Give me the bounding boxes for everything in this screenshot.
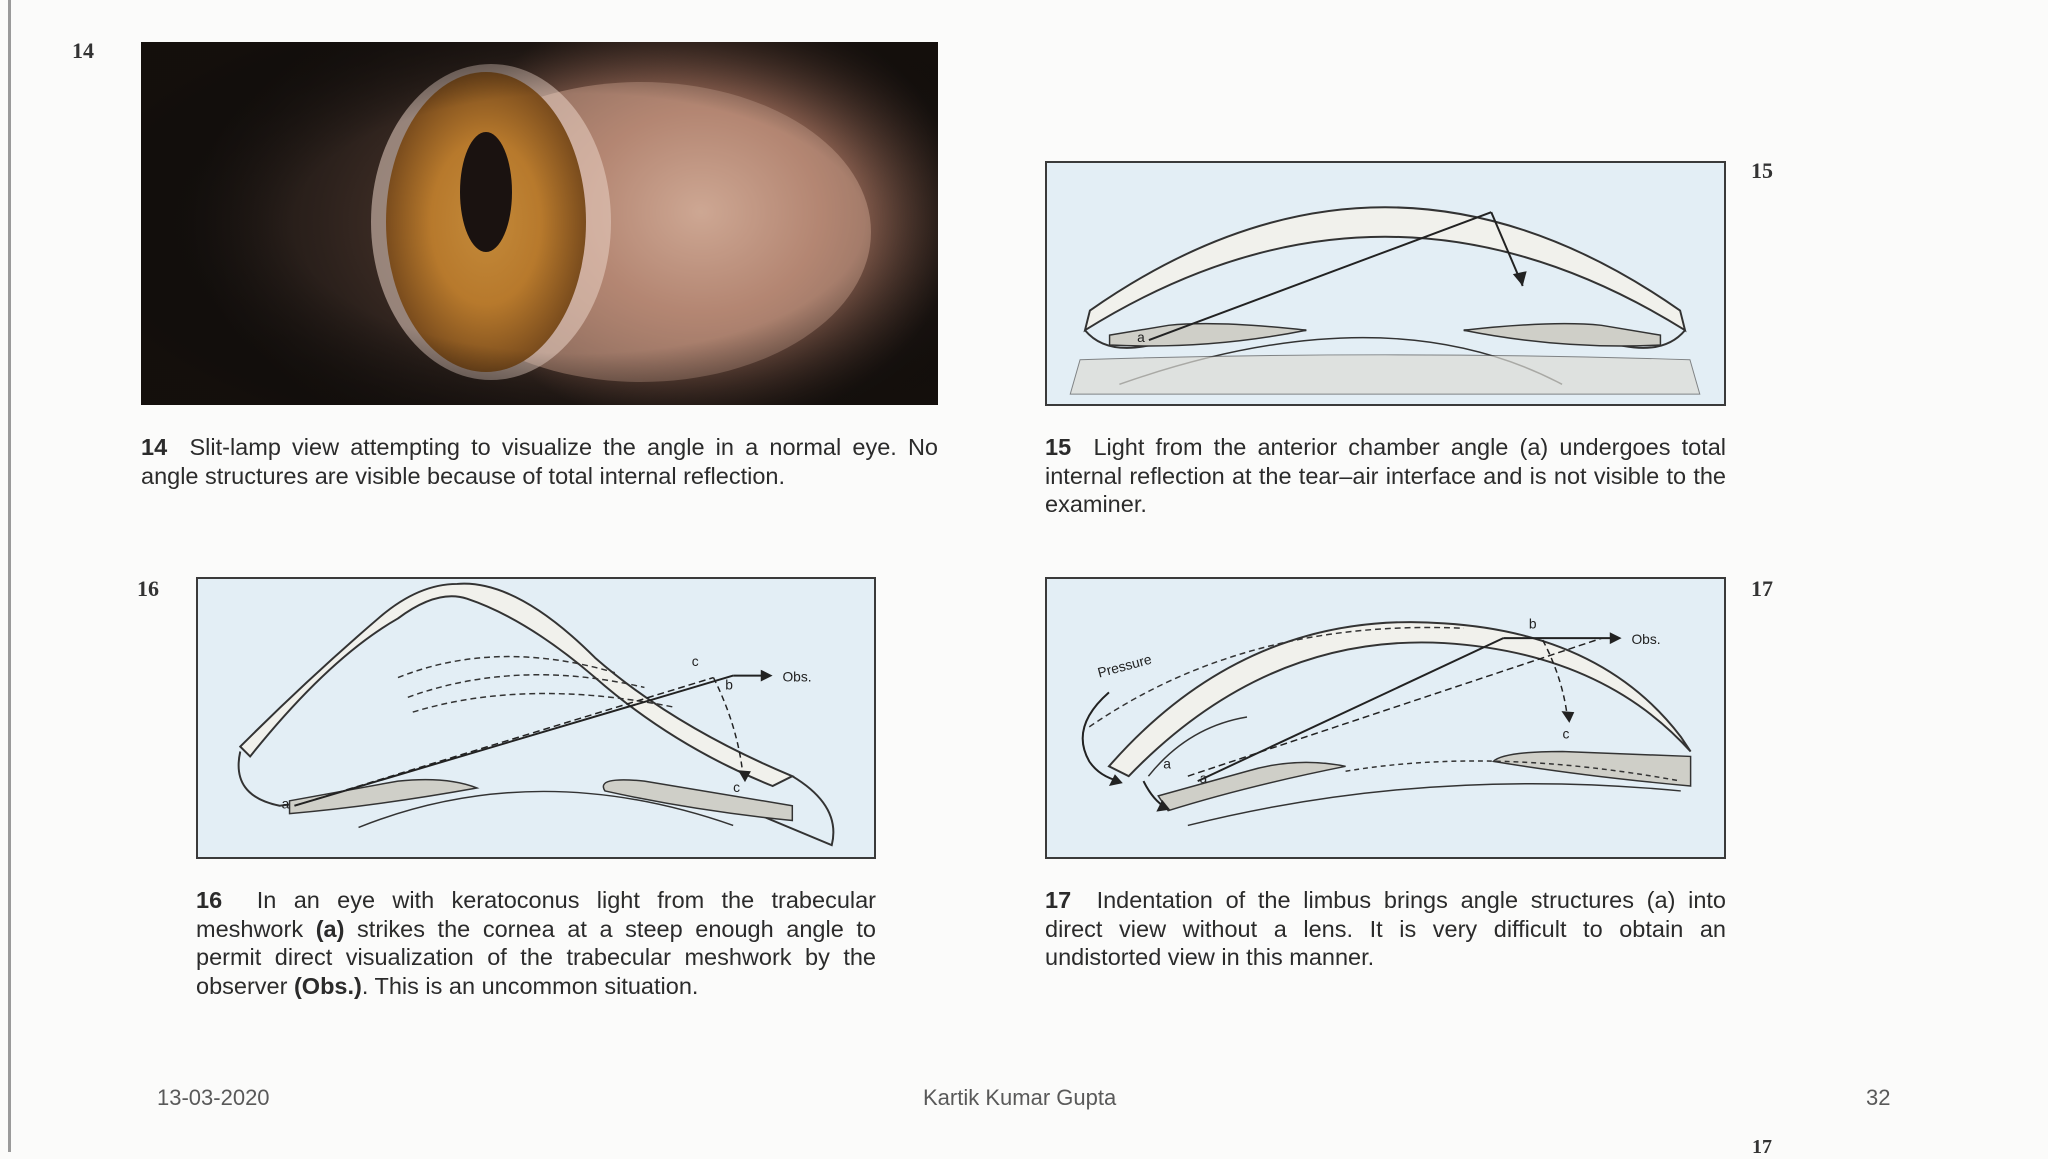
- figure-15-caption: [1045, 433, 1726, 519]
- figure-16-label-obs: Obs.: [782, 669, 812, 685]
- slit-lamp-eye-photo: [141, 42, 938, 405]
- figure-16-caption-a: (a): [315, 915, 345, 942]
- total-internal-reflection-diagram: [1047, 163, 1724, 404]
- figure-17-label-a-2: a: [1199, 771, 1208, 787]
- figure-16-diagram: [196, 577, 876, 859]
- figure-15-caption-number: 15: [1045, 434, 1072, 460]
- figure-16-caption: [196, 886, 876, 1000]
- figure-17-number: 17: [1751, 576, 1773, 601]
- figure-17-label-c: c: [1562, 726, 1570, 742]
- figure-17-diagram: [1045, 577, 1726, 859]
- partial-figure-number: 17: [1752, 1136, 1772, 1158]
- figure-17-caption-number: 17: [1045, 887, 1072, 913]
- figure-16-caption-mid: strikes the cornea at a steep enough angle to permit direct visualization of the trabecular meshwork by the observer: [196, 915, 876, 999]
- figure-17-label-obs: Obs.: [1631, 632, 1661, 648]
- figure-17-label-a-1: a: [1163, 756, 1171, 772]
- figure-16-label-b: b: [725, 677, 733, 693]
- figure-14-number: 14: [72, 38, 94, 63]
- figure-16-label-c-top: c: [691, 653, 699, 669]
- eye-illustration: [141, 42, 938, 405]
- figure-16-caption-start: In an eye with keratoconus light from the trabecular meshwork: [196, 887, 877, 942]
- figure-15-number: 15: [1751, 158, 1773, 183]
- figure-15-label-a: a: [1137, 330, 1145, 346]
- figure-14-caption-text: Slit-lamp view attempting to visualize the angle in a normal eye. No angle structures are visible because of total internal reflection.: [141, 434, 938, 489]
- keratoconus-diagram: [198, 579, 874, 857]
- figure-16-caption-obs: (Obs.): [293, 972, 362, 999]
- figure-16-number: 16: [137, 576, 159, 601]
- footer-author: Kartik Kumar Gupta: [923, 1085, 1117, 1110]
- figure-14-caption: [141, 433, 938, 490]
- footer-slide-number: 32: [1866, 1085, 1891, 1110]
- figure-15-diagram: [1045, 161, 1726, 406]
- figure-17-caption-text: Indentation of the limbus brings angle structures (a) into direct view without a lens. It is very difficult to obtain an undistorted view in this manner.: [1045, 887, 1726, 970]
- figure-16-label-a: a: [281, 796, 290, 812]
- figure-16-label-c-bottom: c: [733, 779, 741, 795]
- figure-14-caption-number: 14: [141, 434, 168, 460]
- figure-17-label-b: b: [1528, 616, 1537, 632]
- footer-date: 13-03-2020: [157, 1085, 270, 1110]
- left-edge-line: [8, 0, 11, 1152]
- figure-16-caption-number: 16: [196, 887, 223, 913]
- limbal-indentation-diagram: [1047, 579, 1724, 857]
- figure-17-caption: [1045, 886, 1726, 972]
- figure-16-caption-end: . This is an uncommon situation.: [361, 972, 699, 999]
- figure-17-label-pressure: Pressure: [1096, 651, 1154, 681]
- figure-15-caption-text: Light from the anterior chamber angle (a) undergoes total internal reflection at the tear–air interface and is not visible to the examiner.: [1045, 434, 1727, 517]
